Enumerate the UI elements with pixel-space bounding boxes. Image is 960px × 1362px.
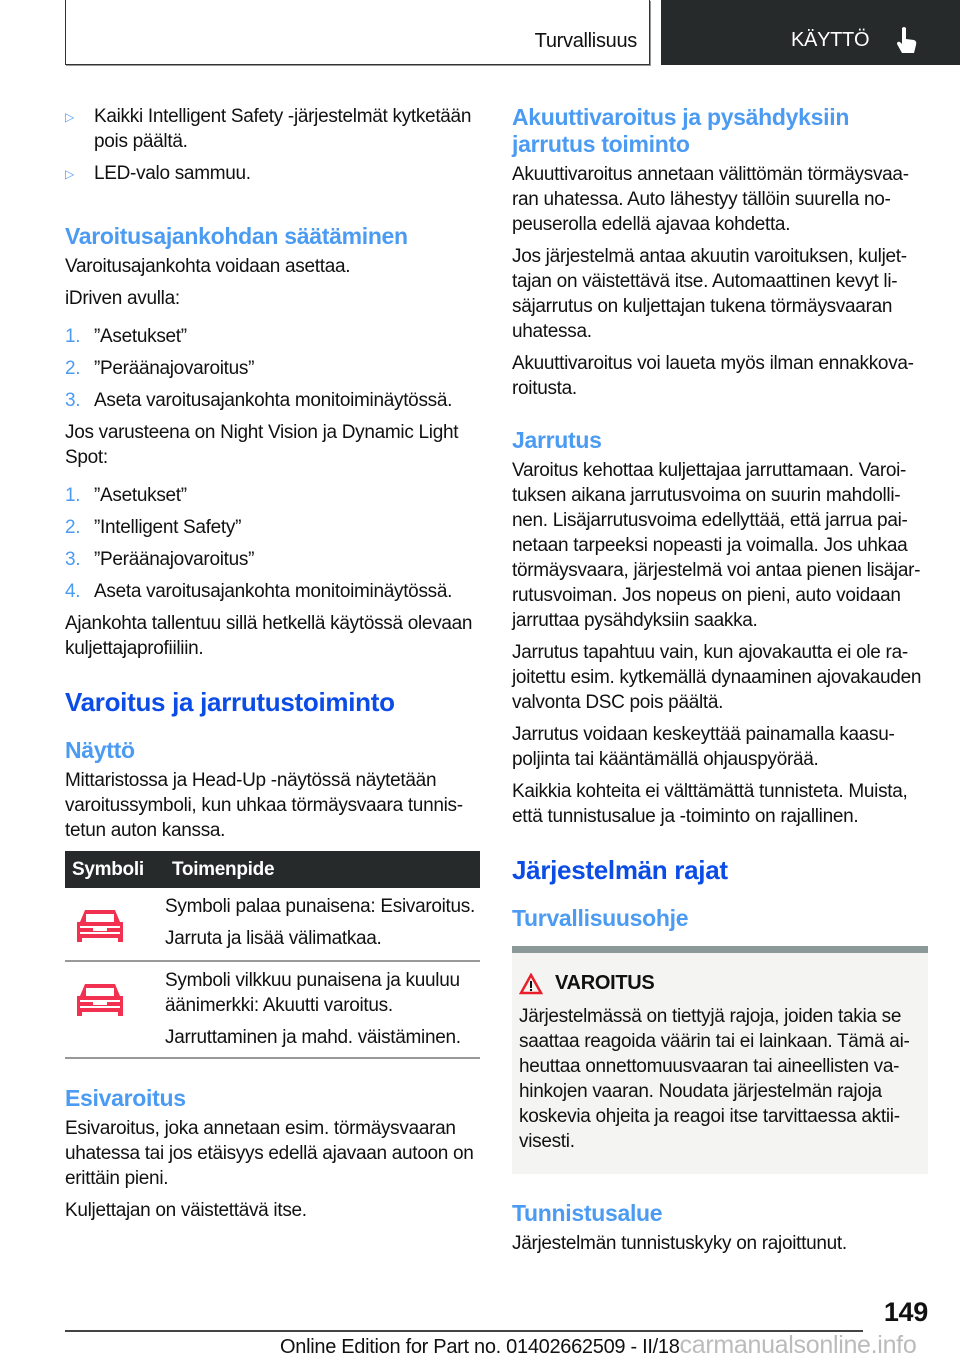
paragraph: Esivaroitus, joka annetaan esim. törmäysvaaran uhatessa tai jos etäisyys edellä ajavaan autoon on erittäin pieni. (65, 1118, 474, 1189)
paragraph: Varoitus kehottaa kuljettajaa jarruttamaan. Varoituksen aikana jarrutusvoima on suurin mahdollinen. Lisäjarrutusvoima edellyttää, että jarrua painetaan tarpeeksi nopeasti ja voimalla. Jos uhkaa törmäysvaara, järjestelmä voi antaa pienen lisäjarrutusvoiman. Jos nopeus on pieni, auto voidaan jarruttaa pysähdyksiin saakka. (512, 460, 921, 631)
list-text: ”Peräänajovaroitus” (94, 549, 255, 570)
list-item (65, 104, 480, 154)
paragraph: Kuljettajan on väistettävä itse. (65, 1200, 307, 1221)
list-number: 1. (65, 326, 81, 347)
paragraph: Mittaristossa ja Head-Up -näytössä näytetään varoitussymboli, kun uhkaa törmäysvaara tunnistetun auton kanssa. (65, 770, 464, 841)
list-item (65, 324, 480, 349)
heading-pre-warning: Esivaroitus (65, 1085, 186, 1111)
list-number: 3. (65, 549, 81, 570)
warning-triangle-icon (519, 973, 543, 995)
list-number: 4. (65, 581, 81, 602)
list-number: 2. (65, 358, 81, 379)
heading-detect: Tunnistusalue (512, 1200, 663, 1226)
heading-warning: Varoitus ja jarrutustoiminto (65, 687, 395, 717)
list-text: Aseta varoitusajankohta monitoiminäytössä. (94, 581, 453, 602)
left-column (65, 104, 480, 1230)
heading-limits: Järjestelmän rajat (512, 855, 728, 885)
list-text: ”Asetukset” (94, 485, 187, 506)
paragraph: Jos järjestelmä antaa akuutin varoituksen, kuljettajan on väistettävä itse. Automaattinen kevyt lisäjarrutus on kuljettajan tukena törmäysvaaran uhatessa. (512, 246, 908, 342)
list-text: ”Intelligent Safety” (94, 517, 242, 538)
paragraph: Jarrutus tapahtuu vain, kun ajovakautta ei ole rajoitettu esim. kytkemällä dynaaminen ajovakauden valvonta DSC pois päältä. (512, 642, 922, 713)
edition-label: Online Edition for Part no. 01402662509 - II/18 (280, 1336, 680, 1358)
bullet-text: LED-valo sammuu. (94, 163, 251, 184)
list-number: 1. (65, 485, 81, 506)
cell-text: Jarruta ja lisää välimatkaa. (165, 928, 382, 949)
paragraph: iDriven avulla: (65, 288, 180, 309)
header-section-box (65, 0, 650, 65)
section-title: Turvallisuus (534, 30, 637, 52)
heading-safety: Turvallisuusohje (512, 905, 689, 931)
heading-brake: Jarrutus (512, 427, 602, 453)
paragraph: Akuuttivaroitus voi laueta myös ilman ennakkovaroitusta. (512, 353, 914, 399)
warning-text: Järjestelmässä on tiettyjä rajoja, joiden takia se saattaa reagoida väärin tai ei lainkaan. Tämä aiheuttaa onnettomuusvaaran tai aineellisten vahinkojen vaaran. Noudata järjestelmän rajoja koskevia ohjeita ja reagoi itse tarvittaessa aktiivisesti. (519, 1006, 910, 1152)
right-column (512, 104, 928, 1263)
bullet-text: Kaikki Intelligent Safety -järjestelmät kytketään pois päältä. (94, 106, 472, 152)
car-warning-icon (75, 908, 125, 946)
paragraph: Varoitusajankohta voidaan asettaa. (65, 256, 351, 277)
list-text: ”Peräänajovaroitus” (94, 358, 255, 379)
paragraph: Jarrutus voidaan keskeyttää painamalla kaasupoljinta tai kääntämällä ohjauspyörää. (512, 724, 895, 770)
heading-display: Näyttö (65, 737, 135, 763)
heading-adjust: Varoitusajankohdan säätäminen (65, 223, 408, 249)
cell-text: Symboli vilkkuu punaisena ja kuuluu äänimerkki: Akuutti varoitus. (165, 970, 460, 1016)
list-item (65, 547, 480, 572)
list-number: 3. (65, 390, 81, 411)
column-header: Symboli (65, 851, 165, 888)
list-item (65, 161, 480, 187)
list-item (65, 515, 480, 540)
warning-box (512, 946, 928, 1174)
paragraph: Ajankohta tallentuu sillä hetkellä käytössä olevaan kuljettajaprofiiliin. (65, 613, 473, 659)
cell-text: Symboli palaa punaisena: Esivaroitus. (165, 896, 475, 917)
hand-pointer-icon (895, 26, 919, 54)
table-row (65, 961, 480, 1058)
chapter-tab (661, 0, 960, 65)
page-number: 149 (883, 1297, 928, 1327)
list-item (65, 356, 480, 381)
cell-text: Jarruttaminen ja mahd. väistäminen. (165, 1027, 461, 1048)
chapter-title: KÄYTTÖ (791, 29, 870, 51)
paragraph: Akuuttivaroitus annetaan välittömän törmäysvaaran uhatessa. Auto lähestyy tällöin suurella nopeuserolla edellä ajavaa kohdetta. (512, 164, 910, 235)
triangle-bullet-icon: ▷ (65, 110, 74, 124)
list-text: Aseta varoitusajankohta monitoiminäytössä. (94, 390, 453, 411)
paragraph: Jos varusteena on Night Vision ja Dynamic Light Spot: (65, 422, 459, 468)
paragraph: Kaikkia kohteita ei välttämättä tunnisteta. Muista, että tunnistusalue ja -toiminto on rajallinen. (512, 781, 908, 827)
heading-acute: Akuuttivaroitus ja pysähdyksiin jarrutus toiminto (512, 104, 850, 157)
list-item (65, 579, 480, 604)
column-header: Toimenpide (165, 851, 480, 888)
list-text: ”Asetukset” (94, 326, 187, 347)
watermark: carmanualsonline.info (679, 1331, 917, 1359)
list-number: 2. (65, 517, 81, 538)
edition-text (280, 1333, 916, 1360)
warning-title: VAROITUS (555, 972, 655, 994)
table-row (65, 888, 480, 961)
list-item (65, 388, 480, 413)
car-warning-icon (75, 982, 125, 1020)
list-item (65, 483, 480, 508)
paragraph: Järjestelmän tunnistuskyky on rajoittunut. (512, 1233, 847, 1254)
symbol-table (65, 851, 480, 1059)
triangle-bullet-icon: ▷ (65, 167, 74, 181)
